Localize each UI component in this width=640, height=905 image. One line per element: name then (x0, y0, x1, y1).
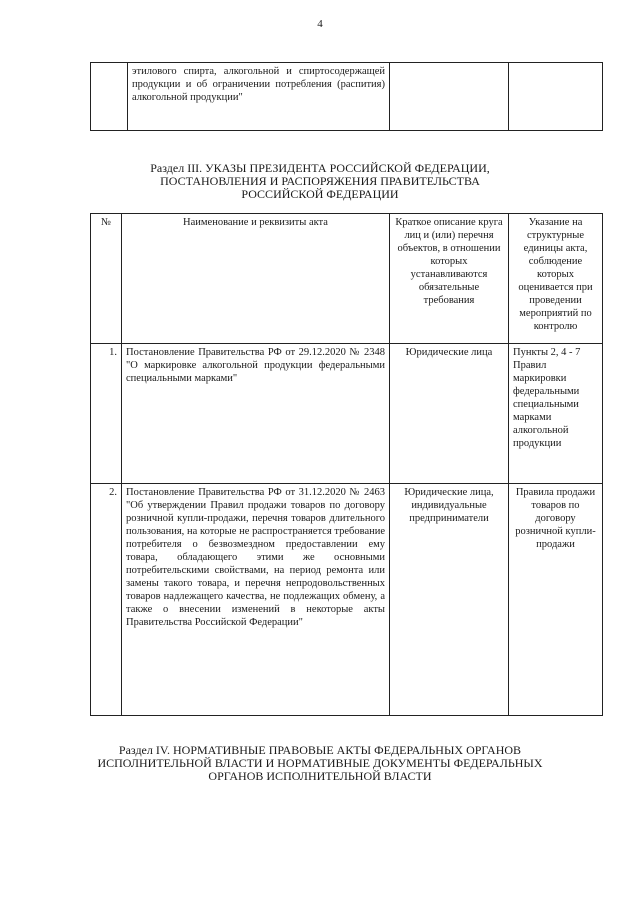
column-header-units: Указание на структурные единицы акта, соблюдение которых оценивается при проведении мероприятий по контролю (509, 214, 603, 344)
table-row (91, 484, 603, 716)
table-cell-units (509, 63, 603, 131)
table-row (91, 344, 603, 484)
section-4-title-line: ИСПОЛНИТЕЛЬНОЙ ВЛАСТИ И НОРМАТИВНЫЕ ДОКУМЕНТЫ ФЕДЕРАЛЬНЫХ (97, 756, 543, 770)
row-number: 1. (91, 344, 122, 484)
row-number: 2. (91, 484, 122, 716)
section-3-title-line: РОССИЙСКОЙ ФЕДЕРАЦИИ (241, 187, 399, 201)
section-3-title-line: ПОСТАНОВЛЕНИЯ И РАСПОРЯЖЕНИЯ ПРАВИТЕЛЬСТВА (160, 174, 480, 188)
table-cell-subjects (390, 63, 509, 131)
row-units: Правила продажи товаров по договору розничной купли-продажи (509, 484, 603, 716)
section-4-title-line: Раздел IV. НОРМАТИВНЫЕ ПРАВОВЫЕ АКТЫ ФЕДЕРАЛЬНЫХ ОРГАНОВ (118, 743, 522, 757)
section-3-title (0, 162, 640, 201)
section-4-title (0, 744, 640, 783)
page-number: 4 (317, 18, 323, 30)
table-header-row (91, 214, 603, 344)
column-header-name: Наименование и реквизиты акта (122, 214, 390, 344)
continuation-table (90, 62, 603, 131)
table-row (91, 63, 603, 131)
column-header-subjects: Краткое описание круга лиц и (или) перечня объектов, в отношении которых устанавливаются обязательные требования (390, 214, 509, 344)
row-act-name: Постановление Правительства РФ от 29.12.2020 № 2348 "О маркировке алкогольной продукции федеральными специальными марками" (122, 344, 390, 484)
row-subjects: Юридические лица (390, 344, 509, 484)
table-cell-number (91, 63, 128, 131)
acts-table (90, 213, 603, 716)
row-units: Пункты 2, 4 - 7 Правил маркировки федеральными специальными марками алкогольной продукции (509, 344, 603, 484)
column-header-number: № (91, 214, 122, 344)
row-subjects: Юридические лица, индивидуальные предприниматели (390, 484, 509, 716)
section-4-title-line: ОРГАНОВ ИСПОЛНИТЕЛЬНОЙ ВЛАСТИ (208, 769, 432, 783)
section-3-title-line: Раздел III. УКАЗЫ ПРЕЗИДЕНТА РОССИЙСКОЙ ФЕДЕРАЦИИ, (150, 161, 490, 175)
row-act-name: Постановление Правительства РФ от 31.12.2020 № 2463 "Об утверждении Правил продажи товаров по договору розничной купли-продажи, перечня товаров длительного пользования, на которые не распространяется требование потребителя о безвозмездном предоставлении ему товара, обладающего этими же основными потребительскими свойствами, на период ремонта или замены такого товара, и перечня непродовольственных товаров надлежащего качества, не подлежащих обмену, а также о внесении изменений в некоторые акты Правительства Российской Федерации" (122, 484, 390, 716)
table-cell-name: этилового спирта, алкогольной и спиртосодержащей продукции и об ограничении потребления (распития) алкогольной продукции" (128, 63, 390, 131)
